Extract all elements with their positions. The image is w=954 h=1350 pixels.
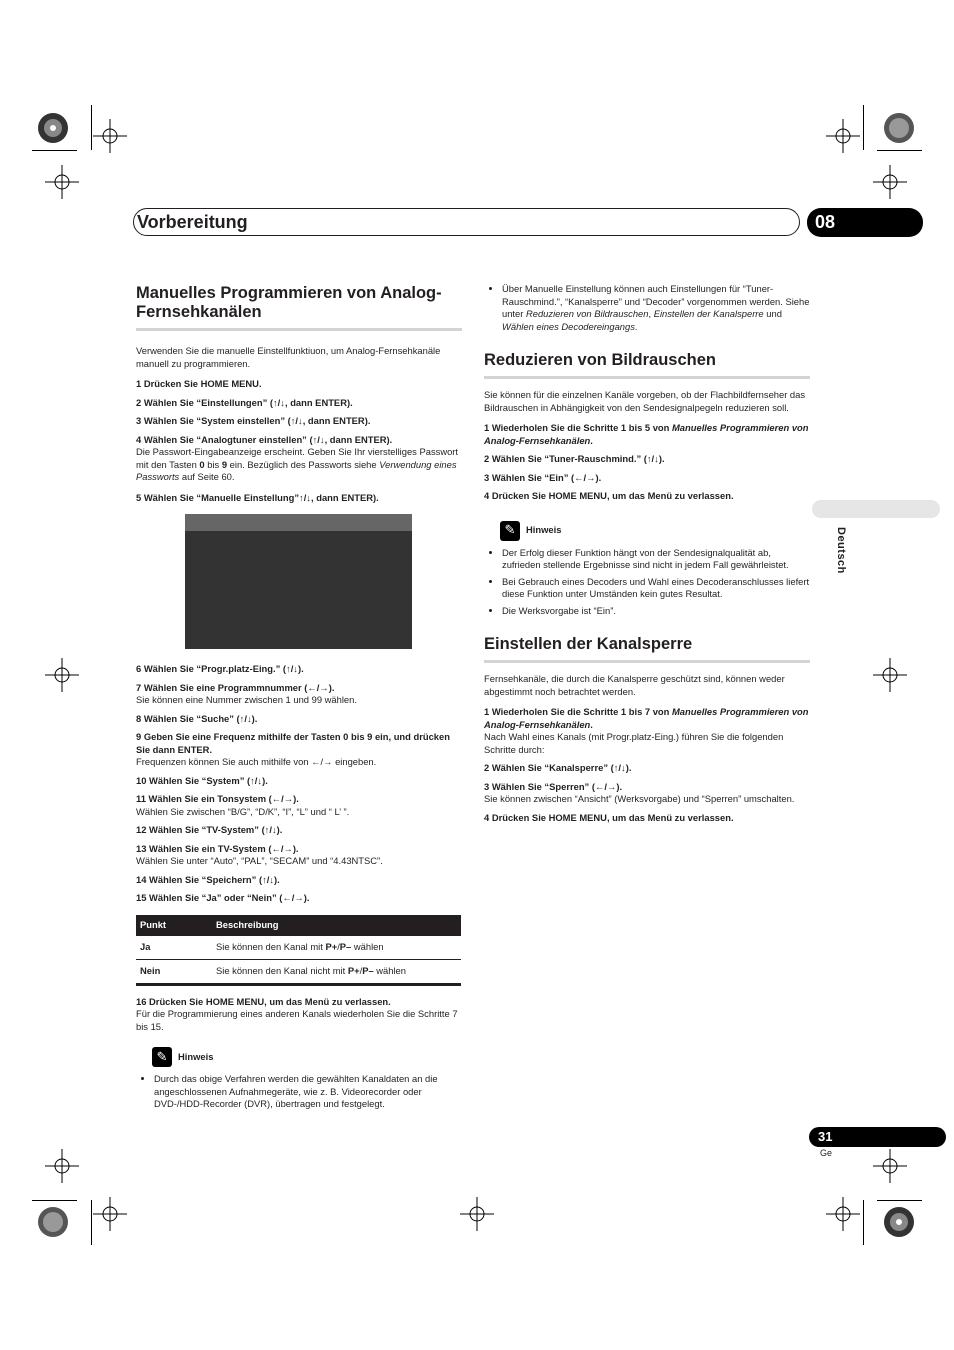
crosshair-icon	[45, 1149, 79, 1183]
note-label: Hinweis	[178, 1050, 214, 1062]
language-tab	[812, 500, 940, 518]
step-11-text: Wählen Sie zwischen “B/G”, “D/K”, “I”, “L” und “ L’ ”.	[136, 805, 350, 817]
page-number: 31	[809, 1127, 946, 1147]
step-2: 2 Wählen Sie “Tuner-Rauschmind.” (↑/↓).	[484, 453, 665, 464]
table-header-row	[136, 915, 461, 936]
intro-text: Fernsehkanäle, die durch die Kanalsperre geschützt sind, können weder abgestimmt noch betrachtet werden.	[484, 673, 785, 697]
table-header: Beschreibung	[212, 915, 461, 936]
pencil-icon: ✎	[500, 521, 520, 541]
step-11: 11 Wählen Sie ein Tonsystem (←/→).	[136, 793, 299, 804]
crosshair-icon	[93, 1197, 127, 1231]
list-item: • Durch das obige Verfahren werden die gewählten Kanaldaten an die angeschlossenen Aufnahmegeräte, wie z. B. Videorecorder oder DVD-/HDD-Recorder (DVR), übertragen und festgelegt.	[154, 1073, 462, 1111]
step-9-text: Frequenzen können Sie auch mithilfe von ←/→ eingeben.	[136, 756, 377, 767]
list-item: • Über Manuelle Einstellung können auch Einstellungen für “Tuner-Rauschmind.”, “Kanalsperre” und “Decoder” vorgenommen werden. Siehe unter Reduzieren von Bildrauschen, Einstellen der Kanalsperre und Wählen eines Decodereingangs.	[502, 283, 810, 333]
list-item: • Bei Gebrauch eines Decoders und Wahl eines Decoderanschlusses liefert diese Funktion unter Umständen kein gutes Resultat.	[502, 576, 810, 601]
step-4-text: Die Passwort-Eingabeanzeige erscheint. Geben Sie Ihr vierstelliges Passwort mit den Tasten 0 bis 9 ein. Bezüglich des Passworts siehe Verwendung eines Passworts auf Seite 60.	[136, 446, 459, 482]
step-7-text: Sie können eine Nummer zwischen 1 und 99 wählen.	[136, 694, 357, 705]
menu-screenshot	[185, 514, 412, 649]
step-1: 1 Wiederholen Sie die Schritte 1 bis 7 von Manuelles Programmieren von Analog-Fernsehkanälen.	[484, 706, 809, 730]
crosshair-icon	[873, 658, 907, 692]
step-3: 3 Wählen Sie “Sperren” (←/→).	[484, 780, 623, 792]
options-table	[136, 915, 461, 986]
note-label: Hinweis	[526, 524, 562, 536]
step-16: 16 Drücken Sie HOME MENU, um das Menü zu verlassen.	[136, 995, 391, 1007]
note-list	[136, 1073, 462, 1111]
step-9: 9 Geben Sie eine Frequenz mithilfe der Tasten 0 bis 9 ein, und drücken Sie dann ENTER.	[136, 731, 450, 755]
chapter-badge: 08	[807, 208, 923, 237]
pencil-icon: ✎	[152, 1047, 172, 1067]
table-row	[136, 959, 461, 984]
step-13: 13 Wählen Sie ein TV-System (←/→).	[136, 842, 299, 854]
step-14: 14 Wählen Sie “Speichern” (↑/↓).	[136, 873, 280, 885]
section-heading: Reduzieren von Bildrauschen	[484, 351, 810, 379]
table-cell: Sie können den Kanal nicht mit P+/P– wählen	[212, 959, 461, 984]
star-target-icon	[36, 111, 70, 145]
table-header: Punkt	[136, 915, 212, 936]
step-15: 15 Wählen Sie “Ja” oder “Nein” (←/→).	[136, 892, 310, 903]
table-cell: Nein	[136, 959, 212, 984]
intro-text: Sie können für die einzelnen Kanäle vorgeben, ob der Flachbildfernseher das Bildrauschen in Abhängigkeit von den Sendesignalpegeln reduzieren soll.	[484, 389, 806, 413]
note-header	[500, 521, 810, 541]
step-6: 6 Wählen Sie “Progr.platz-Eing.” (↑/↓).	[136, 663, 304, 674]
step-12: 12 Wählen Sie “TV-System” (↑/↓).	[136, 824, 283, 835]
crosshair-icon	[826, 119, 860, 153]
table-row	[136, 936, 461, 960]
step-1: 1 Drücken Sie HOME MENU.	[136, 378, 262, 389]
step-4: 4 Wählen Sie “Analogtuner einstellen” (↑/↓, dann ENTER).	[136, 433, 393, 445]
crosshair-icon	[45, 165, 79, 199]
note-list	[484, 547, 810, 618]
crosshair-icon	[826, 1197, 860, 1231]
crosshair-icon	[93, 119, 127, 153]
step-10: 10 Wählen Sie “System” (↑/↓).	[136, 774, 268, 786]
step-13-text: Wählen Sie unter “Auto”, “PAL”, “SECAM” und “4.43NTSC”.	[136, 855, 383, 866]
right-column	[484, 283, 810, 824]
crosshair-icon	[460, 1197, 494, 1231]
crosshair-icon	[873, 165, 907, 199]
step-1: 1 Wiederholen Sie die Schritte 1 bis 5 von Manuelles Programmieren von Analog-Fernsehkanälen.	[484, 422, 809, 446]
bullet-list	[484, 283, 810, 333]
section-heading: Einstellen der Kanalsperre	[484, 635, 810, 663]
step-2: 2 Wählen Sie “Einstellungen” (↑/↓, dann ENTER).	[136, 396, 353, 408]
step-7: 7 Wählen Sie eine Programmnummer (←/→).	[136, 681, 335, 693]
step-2: 2 Wählen Sie “Kanalsperre” (↑/↓).	[484, 762, 632, 773]
star-target-icon	[882, 1205, 916, 1239]
step-1-text: Nach Wahl eines Kanals (mit Progr.platz-Eing.) führen Sie die folgenden Schritte durch:	[484, 731, 784, 755]
list-item: • Die Werksvorgabe ist “Ein”.	[502, 605, 810, 618]
left-column	[136, 284, 462, 1115]
step-3-text: Sie können zwischen “Ansicht” (Werksvorgabe) und “Sperren” umschalten.	[484, 793, 795, 804]
star-target-icon	[36, 1205, 70, 1239]
crosshair-icon	[873, 1149, 907, 1183]
step-16-text: Für die Programmierung eines anderen Kanals wiederholen Sie die Schritte 7 bis 15.	[136, 1008, 458, 1032]
step-3: 3 Wählen Sie “Ein” (←/→).	[484, 471, 602, 483]
step-3: 3 Wählen Sie “System einstellen” (↑/↓, dann ENTER).	[136, 415, 371, 426]
step-4: 4 Drücken Sie HOME MENU, um das Menü zu verlassen.	[484, 490, 734, 501]
page-language-code: Ge	[820, 1148, 833, 1158]
language-label: Deutsch	[835, 527, 847, 574]
note-header	[152, 1047, 462, 1067]
step-5: 5 Wählen Sie “Manuelle Einstellung”↑/↓, dann ENTER).	[136, 491, 379, 503]
step-8: 8 Wählen Sie “Suche” (↑/↓).	[136, 712, 258, 724]
star-target-icon	[882, 111, 916, 145]
table-cell: Ja	[136, 936, 212, 960]
step-4: 4 Drücken Sie HOME MENU, um das Menü zu verlassen.	[484, 811, 734, 823]
table-cell: Sie können den Kanal mit P+/P– wählen	[212, 936, 461, 960]
intro-text: Verwenden Sie die manuelle Einstellfunktiuon, um Analog-Fernsehkanäle manuell zu programmieren.	[136, 345, 441, 369]
crosshair-icon	[45, 658, 79, 692]
section-heading: Manuelles Programmieren von Analog-Fernsehkanälen	[136, 284, 462, 331]
list-item: • Der Erfolg dieser Funktion hängt von der Sendesignalqualität ab, zufrieden stellende Ergebnisse sind nicht in jedem Fall gewährleistet.	[502, 547, 810, 572]
page-title: Vorbereitung	[137, 212, 248, 232]
